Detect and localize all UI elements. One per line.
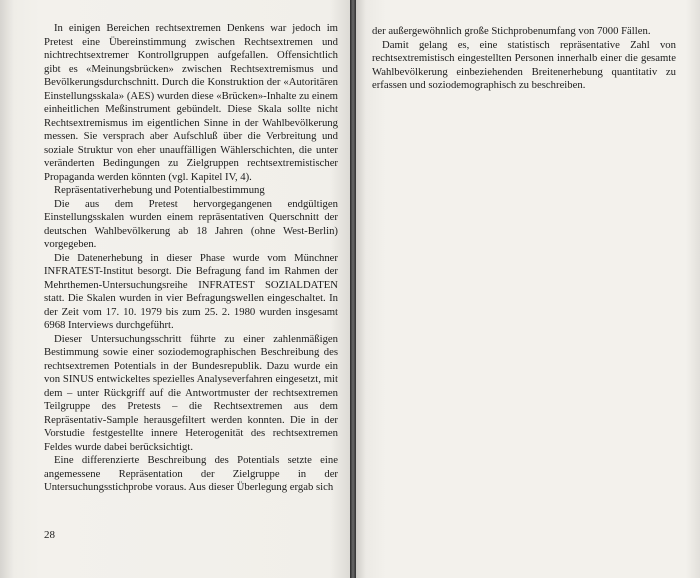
right-page: [356, 0, 700, 578]
paragraph: Eine differenzierte Beschreibung des Potentials setzte eine angemessene Repräsentation der Zielgruppe in der Untersuchungsstichprobe voraus. Aus dieser Überlegung ergab sich: [44, 454, 338, 493]
paragraph: Die aus dem Pretest hervorgegangenen endgültigen Einstellungsskalen wurden einem repräsentativen Querschnitt der deutschen Wahlbevölkerung ab 18 Jahren (ohne West-Berlin) vorgegeben.: [44, 197, 338, 250]
paragraph: Dieser Untersuchungsschritt führte zu einer zahlenmäßigen Bestimmung sowie einer soziodemographischen Beschreibung des rechtsextremen Potentials in der Bundesrepublik. Dazu wurde ein von SINUS entwickeltes spezielles Analyseverfahren eingesetzt, mit dem – unter Rückgriff auf die Antwortmuster der rechtsextremen Teilgruppe des Pretests – die Rechtsextremen aus dem Repräsentativ-Sample herausgefiltert werden konnten. Die in der Vorstudie festgestellte innere Heterogenität des rechtsextremen Feldes wurde dabei berücksichtigt.: [44, 332, 338, 453]
right-page-text: [372, 25, 676, 93]
page-number: 28: [44, 529, 55, 541]
paragraph: Die Datenerhebung in dieser Phase wurde vom Münchner INFRATEST-Institut besorgt. Die Befragung fand im Rahmen der Mehrthemen-Untersuchungsreihe INFRATEST SOZIALDATEN statt. Die Skalen wurden in vier Befragungswellen eingeschaltet. In der Zeit vom 17. 10. 1979 bis zum 25. 2. 1980 wurden insgesamt 6968 Interviews durchgeführt.: [44, 251, 338, 331]
section-heading: Repräsentativerhebung und Potentialbestimmung: [54, 184, 265, 196]
left-page-text: [44, 22, 338, 495]
paragraph: In einigen Bereichen rechtsextremen Denkens war jedoch im Pretest eine Übereinstimmung zwischen Rechtsextremen und nichtrechtsextremer Kontrollgruppen aufgefallen. Offensichtlich gibt es «Meinungsbrücken» zwischen Rechtsextremismus und Bevölkerungsdurchschnitt. Durch die Konstruktion der «Autoritären Einstellungsskala» (AES) wurden diese «Brücken»-Inhalte zu einem einheitlichen Meßinstrument gebündelt. Diese Skala sollte nicht Rechtsextremismus im eigentlichen Sinne in der Wahlbevölkerung messen. Sie versprach aber Aufschluß über die Verbreitung und soziale Struktur von eher unauffälligen Wählerschichten, die unter veränderten Bedingungen zu Zielgruppen rechtsextremistischer Propaganda werden könnten (vgl. Kapitel IV, 4).: [44, 22, 338, 183]
paragraph: der außergewöhnlich große Stichprobenumfang von 7000 Fällen.: [372, 25, 651, 37]
paragraph: Damit gelang es, eine statistisch repräsentative Zahl von rechtsextremistisch eingestellten Personen innerhalb einer die gesamte Wahlbevölkerung einbeziehenden Breitenerhebung quantitativ zu erfassen und soziodemographisch zu beschreiben.: [372, 38, 676, 91]
